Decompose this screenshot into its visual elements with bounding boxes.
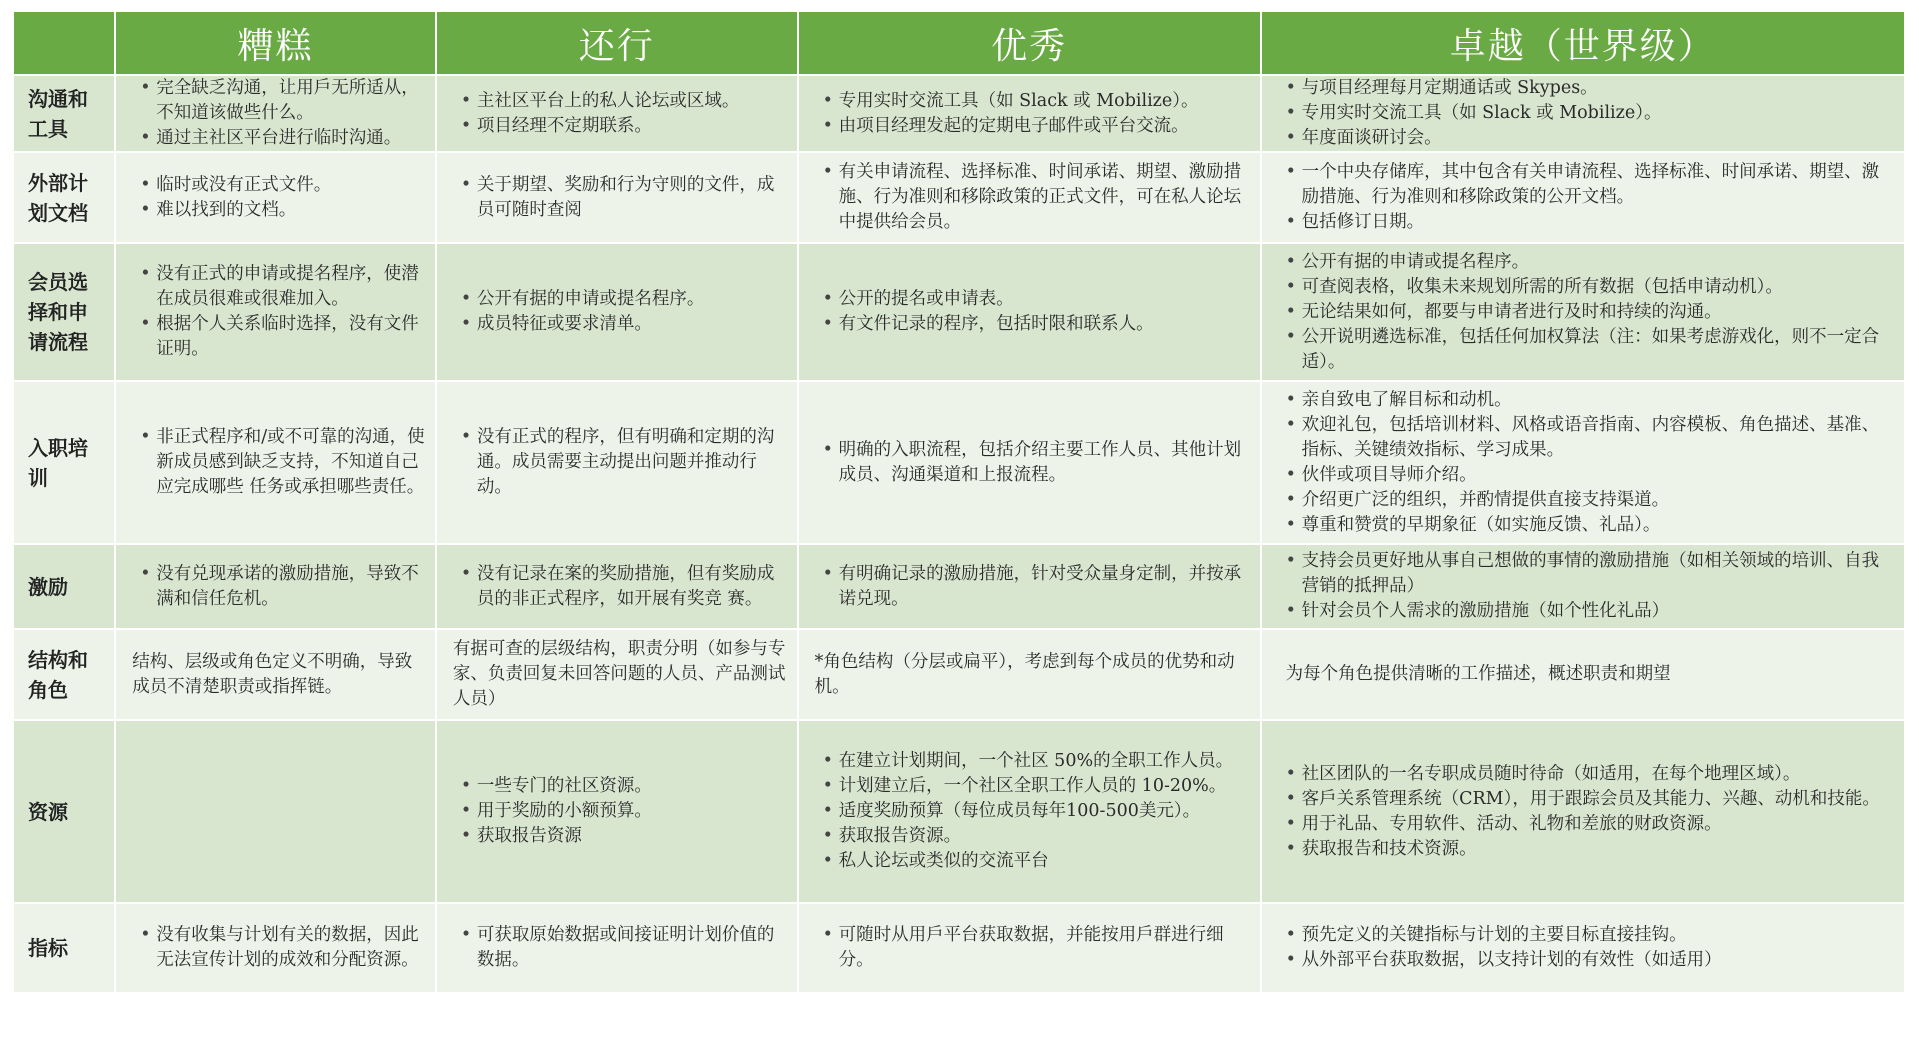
cell-bad	[116, 904, 435, 992]
list-item: • 预先定义的关键指标与计划的主要目标直接挂钩。	[1286, 923, 1894, 948]
list-item: • 针对会员个人需求的激励措施（如个性化礼品）	[1286, 599, 1894, 624]
header-excellent: 卓越（世界级）	[1262, 12, 1904, 74]
list-item: • 根据个人关系临时选择，没有文件证明。	[140, 312, 425, 362]
header-ok: 还行	[437, 12, 797, 74]
row-label: 指标	[14, 904, 114, 992]
list-item: • 有明确记录的激励措施，针对受众量身定制，并按承诺兑现。	[823, 562, 1250, 612]
list-item: • 获取报告资源	[461, 824, 787, 849]
list-item: • 没有正式的程序，但有明确和定期的沟通。成员需要主动提出问题并推动行动。	[461, 425, 787, 500]
cell-good	[799, 545, 1260, 628]
list-item: • 获取报告和技术资源。	[1286, 837, 1894, 862]
list-item: • 项目经理不定期联系。	[461, 114, 787, 139]
list-item: • 明确的入职流程，包括介绍主要工作人员、其他计划成员、沟通渠道和上报流程。	[823, 438, 1250, 488]
list-item: • 与项目经理每月定期通话或 Skypes。	[1286, 76, 1894, 101]
list-item: • 亲自致电了解目标和动机。	[1286, 388, 1894, 413]
row-metrics	[14, 904, 1904, 992]
list-item: • 社区团队的一名专职成员随时待命（如适用，在每个地理区域）。	[1286, 762, 1894, 787]
cell-good	[799, 721, 1260, 902]
row-communication	[14, 76, 1904, 151]
row-label: 外部计划文档	[14, 153, 114, 242]
cell-excellent	[1262, 244, 1904, 380]
cell-ok	[437, 153, 797, 242]
list-item: • 没有兑现承诺的激励措施，导致不满和信任危机。	[140, 562, 425, 612]
list-item: • 计划建立后，一个社区全职工作人员的 10-20%。	[823, 774, 1250, 799]
cell-excellent	[1262, 904, 1904, 992]
list-item: • 通过主社区平台进行临时沟通。	[140, 126, 425, 151]
cell-ok	[437, 904, 797, 992]
cell-text: *角色结构（分层或扁平），考虑到每个成员的优势和动机。	[814, 651, 1235, 697]
list-item: • 专用实时交流工具（如 Slack 或 Mobilize）。	[823, 89, 1250, 114]
list-item: • 完全缺乏沟通，让用戶无所适从，不知道该做些什么。	[140, 76, 425, 126]
list-item: • 可随时从用戶平台获取数据，并能按用戶群进行细分。	[823, 923, 1250, 973]
list-item: • 包括修订日期。	[1286, 210, 1894, 235]
list-item: • 专用实时交流工具（如 Slack 或 Mobilize）。	[1286, 101, 1894, 126]
cell-excellent	[1262, 76, 1904, 151]
maturity-matrix	[12, 10, 1906, 994]
cell-good	[799, 76, 1260, 151]
cell-bad	[116, 382, 435, 543]
cell-excellent	[1262, 630, 1904, 719]
row-resources	[14, 721, 1904, 902]
list-item: • 欢迎礼包，包括培训材料、风格或语音指南、内容模板、角色描述、基准、指标、关键绩效指标、学习成果。	[1286, 413, 1894, 463]
cell-ok	[437, 630, 797, 719]
list-item: • 没有记录在案的奖励措施，但有奖励成员的非正式程序，如开展有奖竞 赛。	[461, 562, 787, 612]
list-item: • 没有收集与计划有关的数据，因此无法宣传计划的成效和分配资源。	[140, 923, 425, 973]
cell-bad	[116, 153, 435, 242]
list-item: • 支持会员更好地从事自己想做的事情的激励措施（如相关领域的培训、自我营销的抵押品）	[1286, 549, 1894, 599]
cell-excellent	[1262, 153, 1904, 242]
cell-text: 有据可查的层级结构，职责分明（如参与专家、负责回复未回答问题的人员、产品测试人员）	[452, 639, 786, 709]
list-item: • 公开说明遴选标准，包括任何加权算法（注：如果考虑游戏化，则不一定合适）。	[1286, 325, 1894, 375]
cell-bad	[116, 244, 435, 380]
cell-ok	[437, 76, 797, 151]
cell-good	[799, 904, 1260, 992]
cell-ok	[437, 721, 797, 902]
list-item: • 介绍更广泛的组织，并酌情提供直接支持渠道。	[1286, 488, 1894, 513]
row-selection	[14, 244, 1904, 380]
list-item: • 公开的提名或申请表。	[823, 287, 1250, 312]
list-item: • 客戶关系管理系统（CRM），用于跟踪会员及其能力、兴趣、动机和技能。	[1286, 787, 1894, 812]
cell-good	[799, 630, 1260, 719]
list-item: • 在建立计划期间，一个社区 50%的全职工作人员。	[823, 749, 1250, 774]
cell-excellent	[1262, 545, 1904, 628]
cell-excellent	[1262, 382, 1904, 543]
list-item: • 用于奖励的小额预算。	[461, 799, 787, 824]
list-item: • 一些专门的社区资源。	[461, 774, 787, 799]
list-item: • 公开有据的申请或提名程序。	[461, 287, 787, 312]
maturity-table	[12, 10, 1906, 994]
cell-ok	[437, 244, 797, 380]
list-item: • 私人论坛或类似的交流平台	[823, 849, 1250, 874]
cell-excellent	[1262, 721, 1904, 902]
row-label: 激励	[14, 545, 114, 628]
row-documentation	[14, 153, 1904, 242]
header-row	[14, 12, 1904, 74]
list-item: • 一个中央存储库，其中包含有关申请流程、选择标准、时间承诺、期望、激励措施、行为准则和移除政策的公开文档。	[1286, 160, 1894, 210]
list-item: • 有文件记录的程序，包括时限和联系人。	[823, 312, 1250, 337]
cell-text: 结构、层级或角色定义不明确，导致成员不清楚职责或指挥链。	[132, 651, 413, 697]
cell-bad	[116, 545, 435, 628]
list-item: • 有关申请流程、选择标准、时间承诺、期望、激励措施、行为准则和移除政策的正式文件，可在私人论坛中提供给会员。	[823, 160, 1250, 235]
list-item: • 没有正式的申请或提名程序，使潜在成员很难或很难加入。	[140, 262, 425, 312]
list-item: • 从外部平台获取数据，以支持计划的有效性（如适用）	[1286, 948, 1894, 973]
list-item: • 年度面谈研讨会。	[1286, 126, 1894, 151]
list-item: • 伙伴或项目导师介绍。	[1286, 463, 1894, 488]
row-incentives	[14, 545, 1904, 628]
list-item: • 可查阅表格，收集未来规划所需的所有数据（包括申请动机）。	[1286, 275, 1894, 300]
cell-good	[799, 153, 1260, 242]
cell-bad	[116, 76, 435, 151]
list-item: • 由项目经理发起的定期电子邮件或平台交流。	[823, 114, 1250, 139]
cell-text: 为每个角色提供清晰的工作描述，概述职责和期望	[1285, 664, 1671, 684]
header-bad: 糟糕	[116, 12, 435, 74]
list-item: • 获取报告资源。	[823, 824, 1250, 849]
cell-ok	[437, 545, 797, 628]
cell-bad	[116, 630, 435, 719]
list-item: • 无论结果如何，都要与申请者进行及时和持续的沟通。	[1286, 300, 1894, 325]
cell-good	[799, 382, 1260, 543]
row-label: 资源	[14, 721, 114, 902]
list-item: • 主社区平台上的私人论坛或区域。	[461, 89, 787, 114]
cell-ok	[437, 382, 797, 543]
row-label: 结构和角色	[14, 630, 114, 719]
cell-bad	[116, 721, 435, 902]
list-item: • 难以找到的文档。	[140, 198, 425, 223]
list-item: • 关于期望、奖励和行为守则的文件，成员可随时查阅	[461, 173, 787, 223]
header-good: 优秀	[799, 12, 1260, 74]
cell-good	[799, 244, 1260, 380]
row-label: 入职培训	[14, 382, 114, 543]
row-structure	[14, 630, 1904, 719]
list-item: • 成员特征或要求清单。	[461, 312, 787, 337]
list-item: • 可获取原始数据或间接证明计划价值的数据。	[461, 923, 787, 973]
list-item: • 用于礼品、专用软件、活动、礼物和差旅的财政资源。	[1286, 812, 1894, 837]
row-onboarding	[14, 382, 1904, 543]
list-item: • 非正式程序和/或不可靠的沟通，使新成员感到缺乏支持，不知道自己应完成哪些 任务或承担哪些责任。	[140, 425, 425, 500]
header-corner	[14, 12, 114, 74]
row-label: 会员选择和申请流程	[14, 244, 114, 380]
list-item: • 临时或没有正式文件。	[140, 173, 425, 198]
list-item: • 尊重和赞赏的早期象征（如实施反馈、礼品）。	[1286, 513, 1894, 538]
list-item: • 适度奖励预算（每位成员每年100-500美元）。	[823, 799, 1250, 824]
list-item: • 公开有据的申请或提名程序。	[1286, 250, 1894, 275]
row-label: 沟通和工具	[14, 76, 114, 151]
